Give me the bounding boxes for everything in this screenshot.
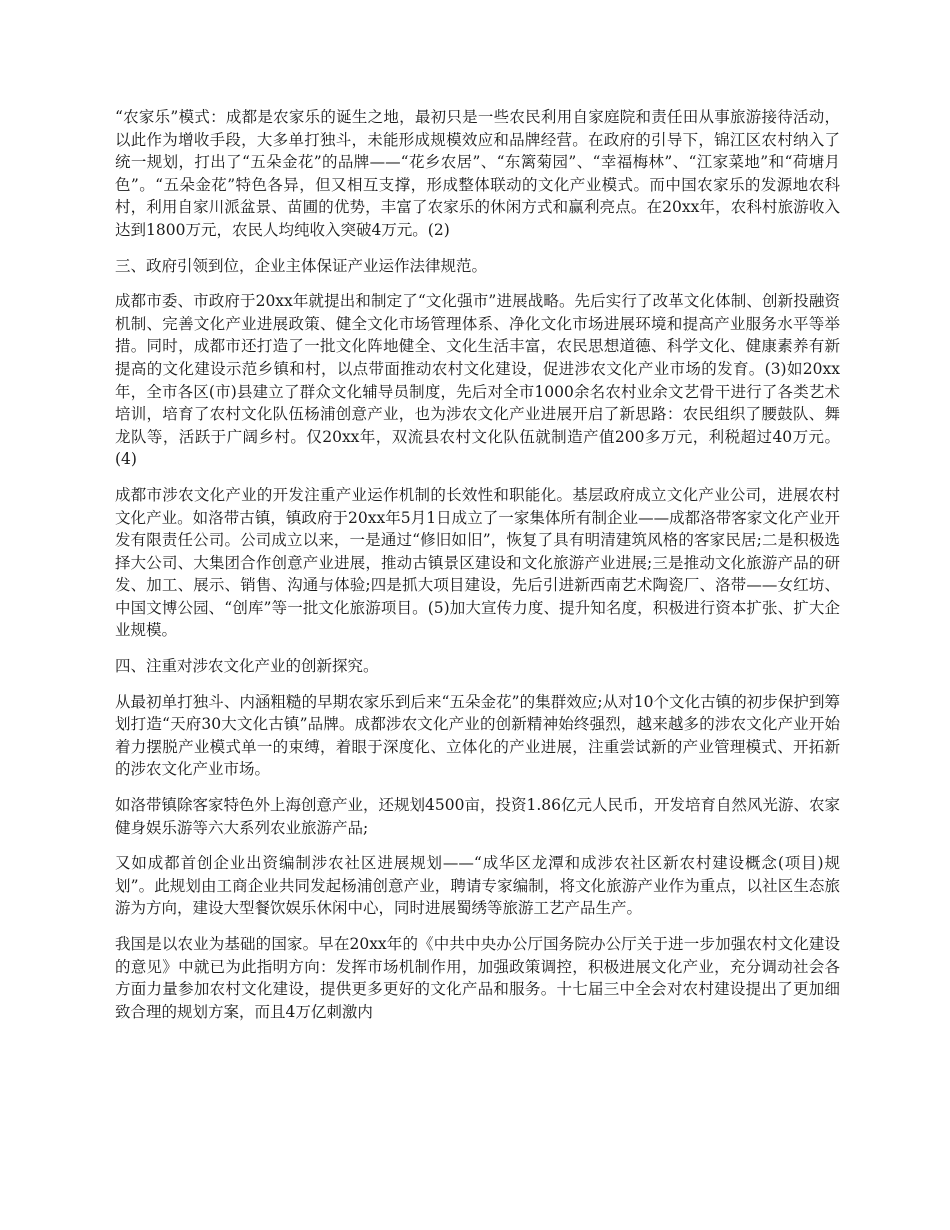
- paragraph-nongjiale-model: “农家乐”模式：成都是农家乐的诞生之地，最初只是一些农民利用自家庭院和责任田从事旅游接待活动，以此作为增收手段，大多单打独斗，未能形成规模效应和品牌经营。在政府的引导下，锦江区农村纳入了统一规划，打出了“五朵金花”的品牌——“花乡农居”、“东篱菊园”、“幸福梅林”、“江家菜地”和“荷塘月色”。“五朵金花”特色各异，但又相互支撑，形成整体联动的文化产业模式。而中国农家乐的发源地农科村，利用自家川派盆景、苗圃的优势，丰富了农家乐的休闲方式和赢利亮点。在20xx年，农科村旅游收入达到1800万元，农民人均纯收入突破4万元。(2): [115, 108, 840, 239]
- paragraph-chengdu-planning: 又如成都首创企业出资编制涉农社区进展规划——“成华区龙潭和成涉农社区新农村建设概念(项目)规划”。此规划由工商企业共同发起杨浦创意产业，聘请专家编制，将文化旅游产业作为重点，以社区生态旅游为方向，建设大型餐饮娱乐休闲中心，同时进展蜀绣等旅游工艺产品生产。: [115, 854, 840, 918]
- section-heading-4: 四、注重对涉农文化产业的创新探究。: [115, 657, 379, 676]
- document-body: [115, 106, 840, 1036]
- paragraph-national-policy: 我国是以农业为基础的国家。早在20xx年的《中共中央办公厅国务院办公厅关于进一步加强农村文化建设的意见》中就已为此指明方向：发挥市场机制作用，加强政策调控，积极进展文化产业，充分调动社会各方面力量参加农村文化建设，提供更多更好的文化产品和服务。十七届三中全会对农村建设提出了更加细致合理的规划方案，而且4万亿刺激内: [115, 935, 840, 1021]
- paragraph-luodai-example: 如洛带镇除客家特色外上海创意产业，还规划4500亩，投资1.86亿元人民币，开发培育自然风光游、农家健身娱乐游等六大系列农业旅游产品;: [115, 796, 840, 837]
- paragraph-industry-mechanism: 成都市涉农文化产业的开发注重产业运作机制的长效性和职能化。基层政府成立文化产业公司，进展农村文化产业。如洛带古镇，镇政府于20xx年5月1日成立了一家集体所有制企业——成都洛带客家文化产业开发有限责任公司。公司成立以来，一是通过“修旧如旧”，恢复了具有明清建筑风格的客家民居;二是积极选择大公司、大集团合作创意产业进展，推动古镇景区建设和文化旅游产业进展;三是推动文化旅游产品的研发、加工、展示、销售、沟通与体验;四是抓大项目建设，先后引进新西南艺术陶瓷厂、洛带——女红坊、中国文博公园、“创库”等一批文化旅游项目。(5)加大宣传力度、提升知名度，积极进行资本扩张、扩大企业规模。: [115, 485, 840, 640]
- paragraph-cultural-city-strategy: 成都市委、市政府于20xx年就提出和制定了“文化强市”进展战略。先后实行了改革文化体制、创新投融资机制、完善文化产业进展政策、健全文化市场管理体系、净化文化市场进展环境和提高产业服务水平等举措。同时，成都市还打造了一批文化阵地健全、文化生活丰富，农民思想道德、科学文化、健康素养有新提高的文化建设示范乡镇和村，以点带面推动农村文化建设，促进涉农文化产业市场的发育。(3)如20xx年，全市各区(市)县建立了群众文化辅导员制度，先后对全市1000余名农村业余文艺骨干进行了各类艺术培训，培育了农村文化队伍杨浦创意产业，也为涉农文化产业进展开启了新思路：农民组织了腰鼓队、舞龙队等，活跃于广阔乡村。仅20xx年，双流县农村文化队伍就制造产值200多万元，利税超过40万元。(4): [115, 292, 840, 469]
- paragraph-innovation: 从最初单打独斗、内涵粗糙的早期农家乐到后来“五朵金花”的集群效应;从对10个文化古镇的初步保护到筹划打造“天府30大文化古镇”品牌。成都涉农文化产业的创新精神始终强烈，越来越多的涉农文化产业开始着力摆脱产业模式单一的束缚，着眼于深度化、立体化的产业进展，注重尝试新的产业管理模式、开拓新的涉农文化产业市场。: [115, 692, 840, 779]
- section-heading-3: 三、政府引领到位，企业主体保证产业运作法律规范。: [115, 256, 488, 275]
